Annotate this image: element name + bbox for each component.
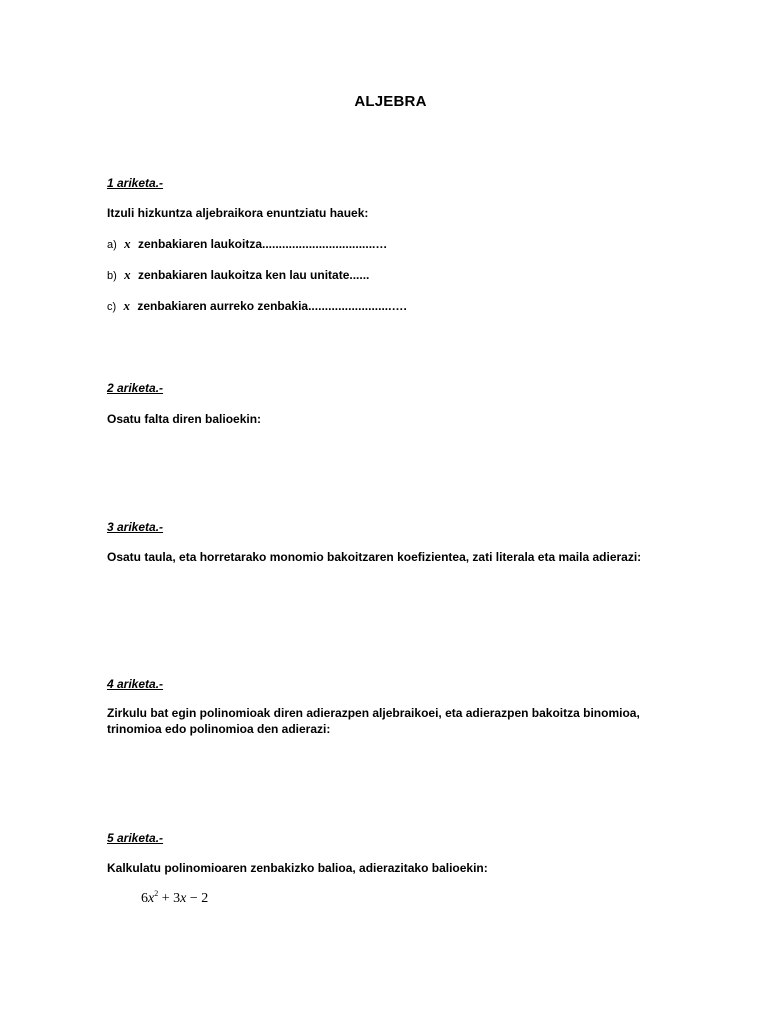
exercise-3-instruction: Osatu taula, eta horretarako monomio bakoitzaren koefizientea, zati literala eta maila adierazi: [107,550,642,564]
item-marker: c) [107,301,117,313]
exercise-4-instruction: Zirkulu bat egin polinomioak diren adierazpen aljebraikoei, eta adierazpen bakoitza binomioa, trinomioa edo polinomioa den adierazi: [107,706,640,736]
formula-coefficient: 3 [173,891,181,906]
exercise-5-heading: 5 ariketa.- [107,831,164,845]
formula-coefficient: 6 [141,891,148,906]
exercise-1-item-b [107,267,369,284]
exercise-1-item-c [107,298,407,315]
formula-constant: 2 [201,891,209,906]
formula-operator: + [158,891,174,906]
item-text: zenbakiaren aurreko zenbakia.........................…. [137,299,407,313]
exercise-1-heading: 1 ariketa.- [107,176,164,190]
item-marker: a) [107,239,117,251]
item-text: zenbakiaren laukoitza ken lau unitate...... [137,268,370,282]
formula-variable: x [148,891,155,906]
formula-exponent: 2 [154,889,159,898]
exercise-1-item-a [107,236,387,253]
exercise-1-instruction: Itzuli hizkuntza aljebraikora enuntziatu hauek: [107,206,369,220]
page-title: ALJEBRA [354,93,427,110]
item-marker: b) [107,270,117,282]
exercise-2-heading: 2 ariketa.- [107,381,164,395]
item-variable: x [124,236,131,251]
polynomial-formula [141,889,208,907]
exercise-2-instruction: Osatu falta diren balioekin: [107,412,262,426]
exercise-4-heading: 4 ariketa.- [107,677,164,691]
item-text: zenbakiaren laukoitza..................................… [137,237,388,251]
formula-operator: − [186,891,202,906]
item-variable: x [123,298,131,313]
exercise-5-instruction: Kalkulatu polinomioaren zenbakizko balioa, adierazitako balioekin: [107,861,488,875]
formula-variable: x [180,891,187,906]
exercise-3-heading: 3 ariketa.- [107,520,164,534]
item-variable: x [124,267,131,282]
